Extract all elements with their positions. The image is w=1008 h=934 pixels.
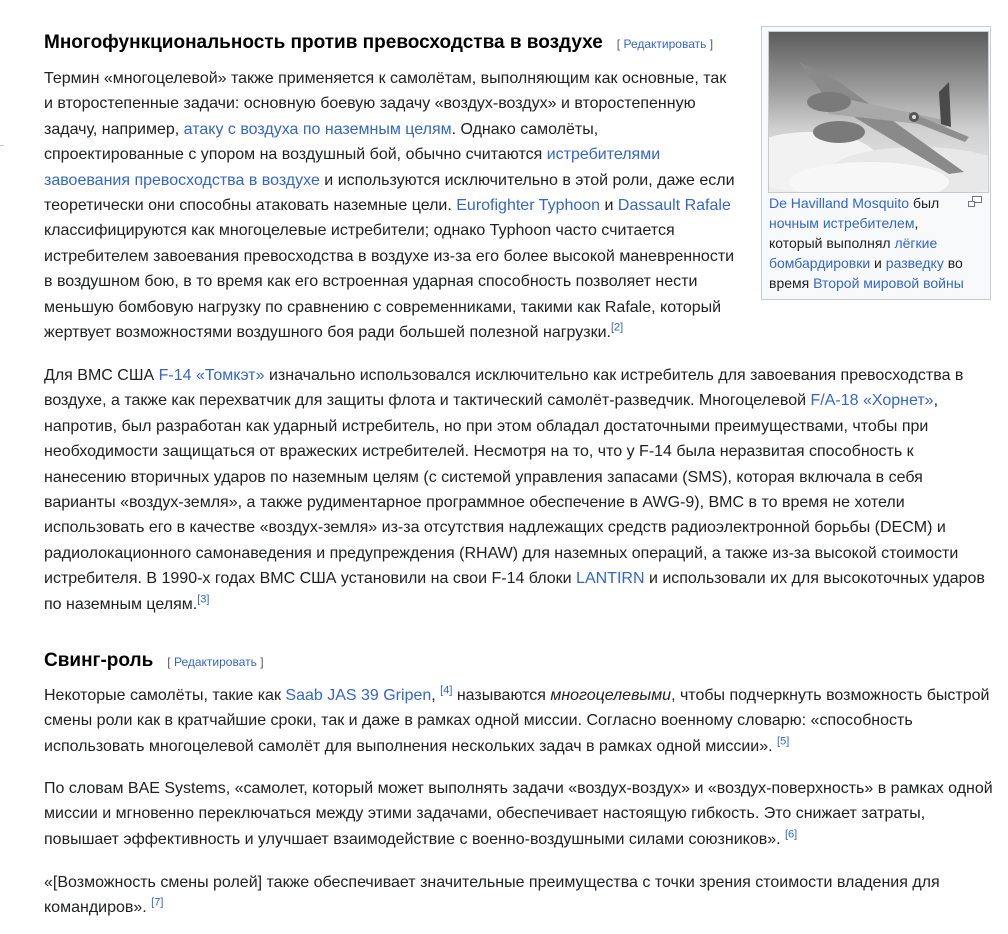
section-heading-1: [44, 31, 713, 55]
reference-link[interactable]: [2]: [611, 321, 624, 334]
text: и использовали их для высокоточных ударов по наземным целям.: [44, 570, 985, 613]
link-reconnaissance[interactable]: разведку: [885, 255, 944, 271]
reference: [440, 685, 452, 697]
edit-section-link[interactable]: Редактировать: [623, 37, 707, 51]
bracket-close: ]: [709, 37, 714, 51]
reference-link[interactable]: [6]: [785, 828, 798, 841]
magnify-icon: [968, 196, 982, 208]
margin-marker: [0, 145, 4, 146]
text: По словам BAE Systems, «самолет, который может выполнять задачи «воздух-воздух» и «воздух-поверхность» в рамках одной миссии и мгновенно переключаться между этими задачами, обеспечивает настоящую гибкость. Это снижает затраты, повышает эффективность и улучшает взаимодействие с военно-воздушными силами союзников».: [44, 780, 993, 848]
edit-section-link-wrapper: [617, 37, 713, 51]
text: , напротив, был разработан как ударный истребитель, но при этом обладал достаточными преимуществами, чтобы при необходимости защищаться от вражеских истребителей. Несмотря на то, что у F-14 была неразвитая способность к нанесению вторичных ударов по наземным целям (с системой управления запасами (SMS), которая включала в себя варианты «воздух-земля», а также рудиментарное программное обеспечение в AWG-9), ВМС в то время не хотели использовать его в качестве «воздух-земля» из-за отсутствия надлежащих средств радиоэлектронной борьбы (DECM) и радиолокационного самонаведения и предупреждения (RHAW) для наземных операций, а также из-за высокой стоимости истребителя. В 1990-х годах ВМС США установили на свои F-14 блоки: [44, 392, 959, 588]
text: , который выполнял: [769, 215, 919, 251]
text: и: [870, 255, 886, 271]
text: ,: [431, 687, 441, 704]
link-lantirn[interactable]: LANTIRN: [576, 570, 645, 588]
link-saab-gripen[interactable]: Saab JAS 39 Gripen: [285, 687, 432, 704]
edit-section-link[interactable]: Редактировать: [173, 655, 257, 669]
link-fa18-hornet[interactable]: F/A-18 «Хорнет»: [810, 392, 934, 410]
section-title: Свинг-роль: [44, 650, 154, 671]
text: был: [909, 195, 940, 211]
paragraph: [44, 363, 994, 617]
reference: [777, 735, 789, 747]
paragraph: [44, 66, 739, 345]
text: изначально использовался исключительно как истребитель для завоевания превосходства в воздухе, а также как перехватчик для защиты флота и тактический самолёт-разведчик. Многоцелевой: [44, 367, 964, 410]
paragraph: [44, 683, 994, 759]
bracket-open: [: [167, 655, 171, 669]
text: классифицируются как многоцелевые истребители; однако Typhoon часто считается истребителем завоевания превосходства в воздухе из-за его более высокой маневренности в воздушном бою, в то время как его встроенная ударная способность позволяет нести меньшую бомбовую нагрузку по сравнению с современниками, такими как Rafale, который жертвует возможностями воздушного боя ради большей полезной нагрузки.: [44, 222, 735, 342]
reference-link[interactable]: [7]: [151, 897, 164, 910]
reference: [151, 897, 163, 909]
link-ground-attack[interactable]: атаку с воздуха по наземным целям: [183, 120, 452, 138]
link-dassault-rafale[interactable]: Dassault Rafale: [617, 197, 731, 215]
link-world-war-2[interactable]: Второй мировой войны: [813, 275, 964, 291]
text: Для ВМС США: [44, 367, 159, 384]
reference-link[interactable]: [4]: [440, 684, 453, 697]
link-night-fighter[interactable]: ночным истребителем: [769, 215, 915, 231]
link-light-bombing[interactable]: лёгкие бомбардировки: [769, 235, 938, 271]
reference-link[interactable]: [3]: [197, 593, 210, 606]
reference: [785, 828, 797, 840]
aircraft-photo-icon: [769, 32, 988, 192]
text: «[Возможность смены ролей] также обеспечивает значительные преимущества с точки зрения стоимости владения для командиров».: [44, 874, 940, 917]
text: называются: [452, 687, 551, 704]
paragraph: [44, 776, 994, 852]
link-air-superiority-fighters[interactable]: истребителями завоевания превосходства в воздухе: [44, 146, 661, 189]
link-eurofighter-typhoon[interactable]: Eurofighter Typhoon: [456, 197, 601, 215]
section-title: Многофункциональность против превосходства в воздухе: [44, 32, 603, 53]
text: и используются исключительно в этой роли, даже если теоретически они способны атаковать наземные цели.: [44, 171, 735, 215]
enlarge-icon[interactable]: [968, 195, 982, 207]
edit-section-link-wrapper: [167, 655, 263, 669]
reference-link[interactable]: [5]: [777, 735, 790, 748]
reference: [197, 593, 209, 605]
text: Некоторые самолёты, такие как: [44, 687, 286, 704]
text: во время: [769, 255, 963, 291]
aircraft-photo[interactable]: [768, 31, 989, 193]
emphasis: многоцелевыми: [550, 687, 672, 704]
link-de-havilland-mosquito[interactable]: De Havilland Mosquito: [769, 195, 910, 211]
link-f14-tomcat[interactable]: F-14 «Томкэт»: [158, 367, 265, 384]
image-caption: [769, 193, 969, 293]
paragraph: [44, 870, 994, 921]
image-thumbnail: [761, 26, 991, 300]
text: , чтобы подчеркнуть возможность быстрой смены роли как в кратчайшие сроки, так и даже в рамках одной миссии. Согласно военному словарю: «способность использовать многоцелевой самолёт для выполнения нескольких задач в рамках одной миссии».: [44, 687, 990, 755]
reference: [611, 322, 623, 334]
section-heading-2: [44, 649, 264, 673]
text: Термин «многоцелевой» также применяется к самолётам, выполняющим как основные, так и второстепенные задачи: основную боевую задачу «воздух-воздух» и второстепенную задачу, например,: [44, 70, 727, 138]
text: и: [600, 197, 618, 215]
text: . Однако самолёты, спроектированные с упором на воздушный бой, обычно считаются: [44, 120, 599, 164]
bracket-open: [: [616, 37, 621, 51]
bracket-close: ]: [260, 655, 264, 669]
